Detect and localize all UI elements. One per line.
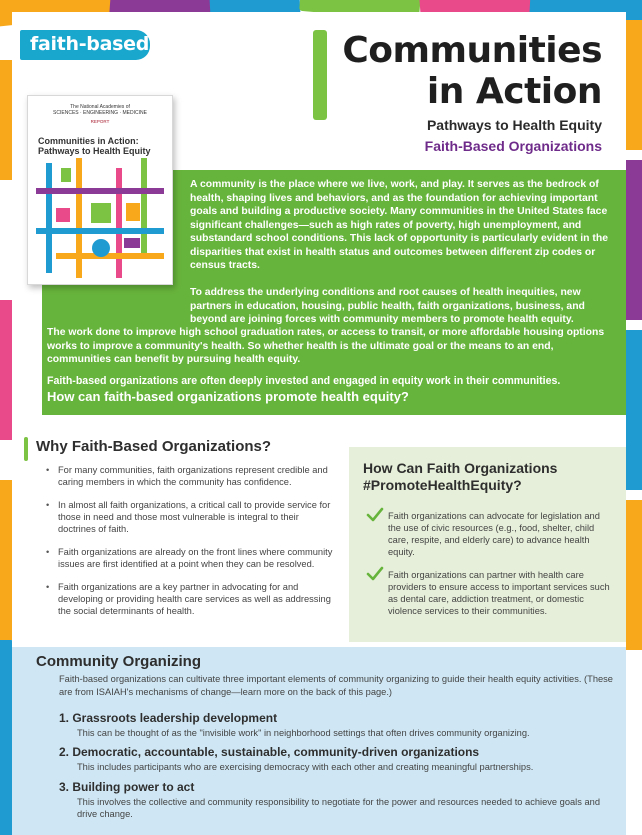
title-line-1: Communities xyxy=(342,30,602,71)
page-topic: Faith-Based Organizations xyxy=(424,138,602,154)
why-section-title: Why Faith-Based Organizations? xyxy=(36,438,272,455)
how-title-line-2: #PromoteHealthEquity? xyxy=(363,477,522,493)
report-label: REPORT xyxy=(90,119,110,124)
how-item-text: Faith organizations can partner with health care providers to ensure access to important services such as dental care, addiction treatment, or domestic violence services to their communities. xyxy=(388,570,610,616)
intro-paragraph-1: A community is the place where we live, work, and play. It serves as the bedrock of health, shaping lives and behaviors, and as the foundation for achieving important goals and building a productive society. Many communities in the United States face significant challenges—such as high rates of poverty, high unemployment, and substandard school conditions. This lack of opportunity is particularly evident in the disparities that exist in health status and outcomes between different zip codes or census tracts. xyxy=(190,179,608,271)
report-org-line-2: SCIENCES · ENGINEERING · MEDICINE xyxy=(53,110,147,116)
how-title-line-1: How Can Faith Organizations xyxy=(363,460,558,476)
title-line-2: in Action xyxy=(426,71,602,112)
list-item: • Faith organizations are a key partner in advocating for and developing or providing health care services as well as addressing the social determinants of health. xyxy=(46,581,336,617)
report-cover xyxy=(27,95,173,285)
report-org-line-1: The National Academies of xyxy=(70,104,130,110)
why-list xyxy=(46,464,336,628)
list-item: • Faith organizations are already on the front lines where community issues are first identified at a point when they can be resolved. xyxy=(46,546,336,570)
how-item-advocate xyxy=(388,510,613,558)
page-title xyxy=(342,30,602,112)
how-item-text: Faith organizations can advocate for legislation and the use of civic resources (e.g., food, shelter, child care, respite, and elderly care) to advance health equity. xyxy=(388,511,600,557)
report-title-line-2: Pathways to Health Equity xyxy=(38,146,151,156)
how-section-title xyxy=(363,460,613,494)
checkmark-icon xyxy=(366,566,384,582)
intro-paragraph-4: Faith-based organizations are often deeply invested and engaged in equity work in their communities. xyxy=(47,375,561,387)
title-accent-bar xyxy=(313,30,327,120)
intro-question: How can faith-based organizations promote health equity? xyxy=(47,389,409,404)
report-title-line-1: Communities in Action: xyxy=(38,136,139,146)
how-item-partner xyxy=(388,569,613,617)
community-organizing-intro: Faith-based organizations can cultivate three important elements of community organizing to guide their health equity activities. (These are from ISAIAH's mechanisms of change—learn more on the back of this page.) xyxy=(59,674,613,697)
element-description: This includes participants who are exercising democracy with each other and creating meaningful partnerships. xyxy=(77,762,534,772)
report-cover-illustration xyxy=(36,158,164,278)
list-item: • In almost all faith organizations, a critical call to provide service for those in need and those most vulnerable is integral to their doctrines of faith. xyxy=(46,499,336,535)
intro-paragraph-3: The work done to improve high school graduation rates, or access to transit, or more affordable housing options works to improve a community's health. So whether health is the ultimate goal or the means to an end, communities can benefit by pursuing health equity. xyxy=(47,327,605,365)
element-description: This can be thought of as the "invisible work" in neighborhood settings that often drives community organizing. xyxy=(77,728,530,738)
faith-based-tag: faith-based xyxy=(20,30,150,60)
why-accent-bar xyxy=(24,437,28,461)
element-heading: 3. Building power to act xyxy=(59,780,195,794)
page-subtitle: Pathways to Health Equity xyxy=(426,117,602,133)
element-description: This involves the collective and community responsibility to negotiate for the power and resources needed to achieve goals and drive change. xyxy=(77,797,600,819)
report-title xyxy=(38,136,172,156)
community-organizing-title: Community Organizing xyxy=(36,653,201,670)
element-heading: 2. Democratic, accountable, sustainable, community-driven organizations xyxy=(59,745,480,759)
element-heading: 1. Grassroots leadership development xyxy=(59,711,278,725)
intro-paragraph-2: To address the underlying conditions and root causes of health inequities, new partners in education, housing, public health, faith organizations, business, and beyond are joining forces with community members to promote health equity. xyxy=(190,287,585,325)
list-item: • For many communities, faith organizations represent credible and caring members in which the community has confidence. xyxy=(46,464,336,488)
checkmark-icon xyxy=(366,507,384,523)
report-org xyxy=(28,104,172,116)
